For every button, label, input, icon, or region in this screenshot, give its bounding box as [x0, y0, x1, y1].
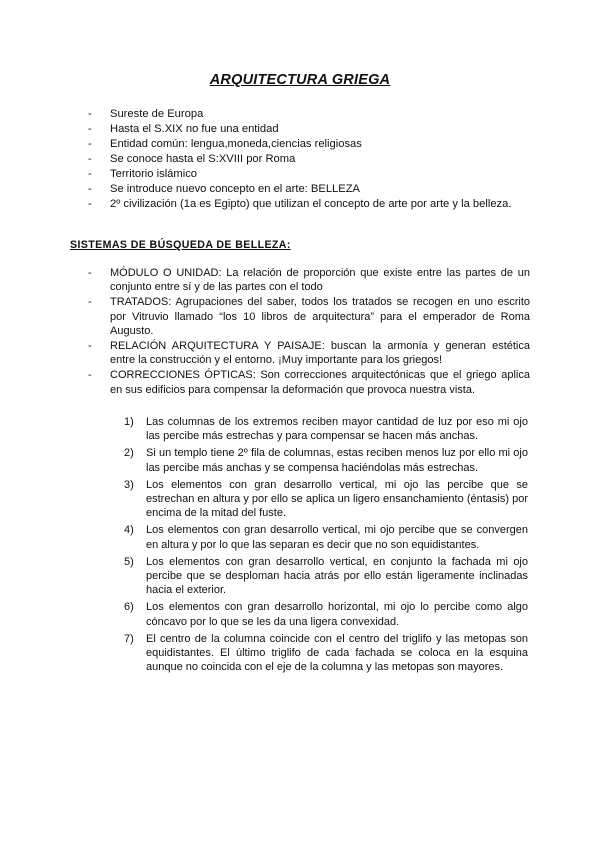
numbered-item: [124, 600, 528, 628]
item-number: 3): [124, 478, 134, 491]
list-item-text: CORRECCIONES ÓPTICAS: Son correcciones arquitectónicas que el griego aplica en sus edificios para compensar la deformación que provoca nuestra vista.: [110, 369, 530, 396]
bullet-dash: -: [88, 168, 92, 180]
item-number: 6): [124, 601, 134, 614]
bullet-dash: -: [88, 138, 92, 150]
list-item: [88, 137, 528, 152]
numbered-item-text: Los elementos con gran desarrollo horizontal, mi ojo lo percibe como algo cóncavo por lo que se les da una ligera convexidad.: [146, 601, 528, 628]
list-item: [88, 182, 528, 197]
numbered-item-text: Los elementos con gran desarrollo vertical, mi ojo percibe que se convergen en altura y por lo que las separan es decir que no son equidistantes.: [146, 524, 528, 551]
list-item: [88, 368, 530, 396]
list-item-text: Sureste de Europa: [110, 108, 204, 120]
list-item: [88, 295, 530, 338]
bullet-dash: -: [88, 153, 92, 165]
numbered-item: [124, 415, 528, 443]
item-number: 4): [124, 524, 134, 537]
list-item-text: Se introduce nuevo concepto en el arte: BELLEZA: [110, 183, 361, 195]
bullet-dash: -: [88, 267, 92, 279]
list-item: [88, 167, 528, 182]
list-item: [88, 152, 528, 167]
list-item-text: Hasta el S.XIX no fue una entidad: [110, 123, 279, 135]
list-item-text: MÓDULO O UNIDAD: La relación de proporción que existe entre las partes de un conjunto entre sí y de las partes con el todo: [110, 267, 530, 294]
list-item-text: RELACIÓN ARQUITECTURA Y PAISAJE: buscan la armonía y generan estética entre la construcción y el entorno. ¡Muy importante para los griegos!: [110, 340, 530, 367]
numbered-item: [124, 478, 528, 521]
bullet-dash: -: [88, 198, 92, 210]
bullet-dash: -: [88, 340, 92, 353]
optical-corrections-list: [124, 415, 528, 674]
section-heading: SISTEMAS DE BÚSQUEDA DE BELLEZA:: [70, 239, 291, 251]
list-item-text: TRATADOS: Agrupaciones del saber, todos los tratados se recogen en uno escrito por Vitruvio llamado “los 10 libros de arquitectura” para el emperador de Roma Augusto.: [110, 296, 530, 337]
list-item: [88, 197, 528, 212]
item-number: 7): [124, 632, 134, 645]
numbered-item: [124, 523, 528, 551]
item-number: 2): [124, 447, 134, 460]
list-item: [88, 339, 530, 367]
list-item-text: Se conoce hasta el S:XVIII por Roma: [110, 153, 296, 165]
numbered-item: [124, 446, 528, 474]
systems-list: [88, 266, 530, 397]
list-item: [88, 107, 528, 122]
item-number: 5): [124, 555, 134, 568]
numbered-item-text: Los elementos con gran desarrollo vertical, mi ojo las percibe que se estrechan en altura y por ello se aplica un ligero ensanchamiento (éntasis) por encima de la mitad del fuste.: [146, 478, 528, 520]
intro-list: [88, 107, 528, 212]
list-item: [88, 266, 530, 294]
numbered-item-text: El centro de la columna coincide con el centro del triglifo y las metopas son equidistantes. El último triglifo de cada fachada se coloca en la esquina aunque no coincida con el eje de la columna y las metopas son mayores.: [146, 632, 528, 674]
numbered-item: [124, 555, 528, 598]
list-item: [88, 122, 528, 137]
list-item-text: 2º civilización (1a es Egipto) que utilizan el concepto de arte por arte y la belleza.: [110, 198, 512, 210]
item-number: 1): [124, 416, 134, 428]
bullet-dash: -: [88, 369, 92, 382]
bullet-dash: -: [88, 183, 92, 195]
page-title: ARQUITECTURA GRIEGA: [209, 72, 391, 88]
numbered-item-text: Los elementos con gran desarrollo vertical, en conjunto la fachada mi ojo percibe que se desploman hacia atrás por ello están ligeramente inclinadas hacia el exterior.: [146, 555, 528, 597]
numbered-item-text: Si un templo tiene 2º fila de columnas, estas reciben menos luz por ello mi ojo las percibe más anchas y se compensa haciéndolas más estrechas.: [146, 447, 528, 474]
numbered-item: [124, 632, 528, 675]
list-item-text: Territorio islámico: [110, 168, 198, 180]
bullet-dash: -: [88, 123, 92, 135]
numbered-item-text: Las columnas de los extremos reciben mayor cantidad de luz por eso mi ojo las percibe más estrechas y para compensar se hacen más anchas.: [146, 416, 528, 443]
bullet-dash: -: [88, 108, 92, 120]
bullet-dash: -: [88, 296, 92, 309]
list-item-text: Entidad común: lengua,moneda,ciencias religiosas: [110, 138, 362, 150]
